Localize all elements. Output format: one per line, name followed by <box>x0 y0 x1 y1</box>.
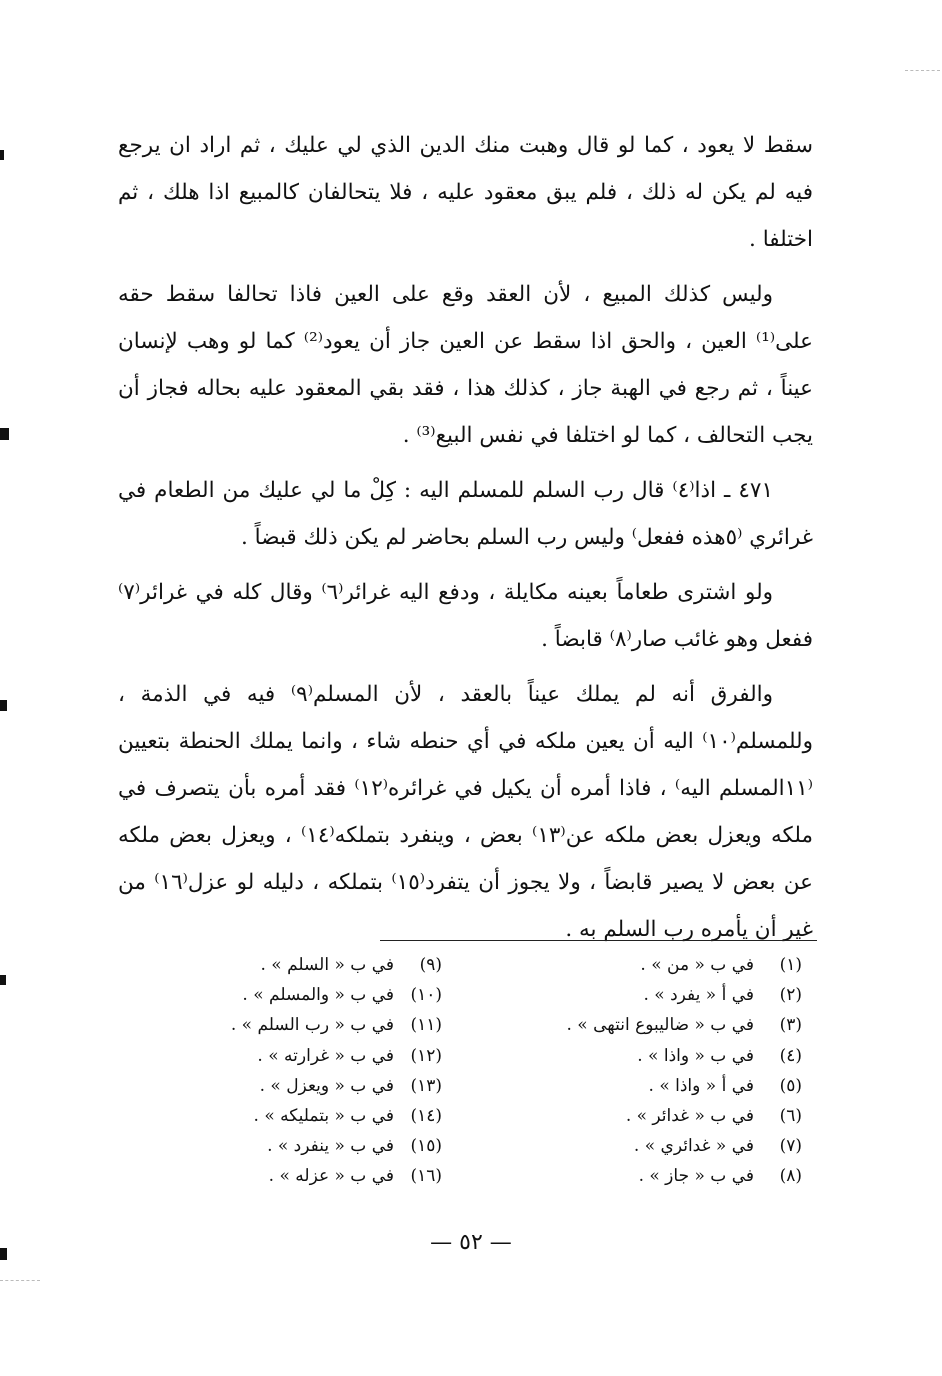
footnote-text: في ب « غرارته » . <box>257 1045 394 1066</box>
footnote-number: (١٣) <box>410 1075 442 1096</box>
footnote <box>470 1101 802 1131</box>
footnotes-right-column <box>470 950 802 1192</box>
footnote <box>470 1131 802 1161</box>
paragraph: وليس كذلك المبيع ، لأن العقد وقع على العين فاذا تحالفا سقط حقه على⁽¹⁾ العين ، والحق اذا سقط عن العين جاز أن يعود⁽²⁾ كما لو وهب لإنسان عيناً ، ثم رجع في الهبة جاز ، كذلك هذا ، فقد بقي المعقود عليه بحاله فجاز أن يجب التحالف ، كما لو اختلفا في نفس البيع⁽³⁾ . <box>118 282 813 448</box>
scan-line <box>905 70 940 71</box>
footnotes-left-column <box>220 950 442 1192</box>
scan-line <box>0 1280 40 1281</box>
footnote-number: (١٤) <box>410 1106 442 1127</box>
footnote-text: في ب « جاز » . <box>638 1166 754 1187</box>
paragraph: ولو اشترى طعاماً بعينه مكايلة ، ودفع اليه غرائر⁽٦⁾ وقال كله في غرائر⁽٧⁾ ففعل وهو غائب صار⁽٨⁾ قابضاً . <box>118 580 813 652</box>
scan-mark <box>0 1248 7 1260</box>
footnote-text: في ب « بتمليكه » . <box>253 1106 394 1127</box>
paragraph: والفرق أنه لم يملك عيناً بالعقد ، لأن المسلم⁽٩⁾ فيه في الذمة ، وللمسلم⁽١٠⁾ اليه أن يعين ملكه في أي حنطه شاء ، وانما يملك الحنطة بتعيين ⁽١١المسلم اليه⁾ ، فاذا أمره أن يكيل في غرائره⁽١٢⁾ فقد أمره بأن يتصرف في ملكه ويعزل بعض ملكه عن⁽١٣⁾ بعض ، وينفرد بتملكه⁽١٤⁾ ، ويعزل بعض ملكه عن بعض لا يصير قابضاً ، ولا يجوز أن يتفرد⁽١٥⁾ بتملكه ، دليله لو عزل⁽١٦⁾ من غير أن يأمره رب السلم به . <box>118 682 814 942</box>
footnote-number: (١١) <box>410 1015 442 1036</box>
footnote-number: (١٦) <box>410 1166 442 1187</box>
footnote <box>470 1010 802 1040</box>
footnote <box>220 980 442 1010</box>
scan-mark <box>0 975 6 985</box>
footnote <box>470 1041 802 1071</box>
footnote-number: (٣) <box>779 1015 802 1036</box>
footnote <box>220 1161 442 1191</box>
footnote-number: (٩) <box>419 955 442 975</box>
footnote-number: (١٢) <box>410 1045 442 1066</box>
footnote-text: في ب « ضاليبوع انتهى » . <box>566 1015 754 1036</box>
footnote-text: في ب « والمسلم » . <box>242 985 394 1006</box>
footnote-text: في ب « ويعزل » . <box>259 1075 394 1096</box>
footnote-number: (٦) <box>779 1106 802 1127</box>
footnote <box>220 950 442 980</box>
footnote <box>220 1131 442 1161</box>
footnote-text: في ب « عزله » . <box>268 1166 394 1187</box>
footnote-text: في « غدائري » . <box>633 1136 754 1157</box>
footnote-text: في ب « السلم » . <box>260 955 394 975</box>
footnote <box>220 1101 442 1131</box>
page-number: — ٥٢ — <box>430 1230 512 1255</box>
footnote-number: (٧) <box>779 1136 802 1157</box>
footnote <box>470 980 802 1010</box>
footnote-text: في أ « واذا » . <box>648 1075 754 1096</box>
footnote-text: في أ « يفرد » . <box>643 985 754 1006</box>
footnote-text: في ب « رب السلم » . <box>230 1015 394 1036</box>
footnote-divider <box>380 940 817 941</box>
footnote-number: (١٠) <box>410 985 442 1006</box>
footnote <box>220 1010 442 1040</box>
scan-mark <box>0 700 7 711</box>
paragraph: سقط لا يعود ، كما لو قال وهبت منك الدين الذي لي عليك ، ثم اراد ان يرجع فيه لم يكن له ذلك ، فلم يبق معقود عليه ، فلا يتحالفان كالمبيع اذا هلك ، ثم اختلفا . <box>118 133 813 252</box>
footnote-text: في ب « غدائر » . <box>625 1106 754 1127</box>
footnote-text: في ب « ينفرد » . <box>267 1136 394 1157</box>
scan-mark <box>0 428 9 440</box>
footnote-number: (٥) <box>779 1075 802 1096</box>
footnote <box>220 1071 442 1101</box>
scan-mark <box>0 150 4 160</box>
footnote-number: (٢) <box>779 985 802 1006</box>
footnote-text: في ب « واذا » . <box>637 1045 754 1066</box>
footnote-number: (١) <box>779 955 802 975</box>
body-text <box>118 122 813 961</box>
footnote-number: (٨) <box>779 1166 802 1187</box>
footnote-number: (٤) <box>779 1045 802 1066</box>
footnote-number: (١٥) <box>410 1136 442 1157</box>
footnote <box>220 1041 442 1071</box>
footnote <box>470 1071 802 1101</box>
footnote-text: في ب « من » . <box>640 955 754 975</box>
footnote <box>470 950 802 980</box>
footnote <box>470 1161 802 1191</box>
paragraph: ٤٧١ ـ اذا⁽٤⁾ قال رب السلم للمسلم اليه : كِلْ ما لي عليك من الطعام في غرائري ⁽٥هذه ففعل⁾ وليس رب السلم بحاضر لم يكن ذلك قبضاً . <box>118 478 813 550</box>
